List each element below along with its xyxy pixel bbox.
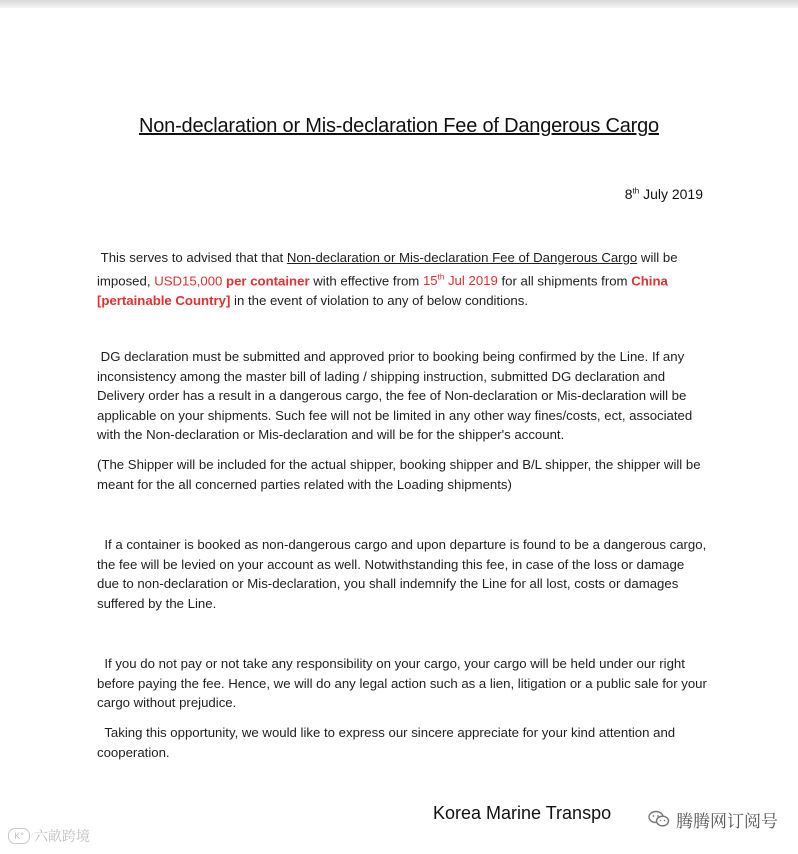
paragraph-fee-announcement bbox=[97, 248, 707, 310]
para4-text: If a container is booked as non-dangerous cargo and upon departure is found to be a dangerous cargo, the fee will be levied on your account as well. Notwithstanding this fee, in case of the loss or damage due to non-declaration or Mis-declaration, you shall indemnify the Line for all lost, costs or damages suffered by the Line. bbox=[97, 537, 707, 611]
document-title: Non-declaration or Mis-declaration Fee of Dangerous Cargo bbox=[139, 115, 659, 137]
para1-tail: in the event of violation to any of below conditions. bbox=[230, 292, 528, 308]
paragraph-dg-declaration bbox=[97, 347, 707, 445]
para1-effective-date bbox=[423, 273, 498, 288]
date-suffix: th bbox=[632, 186, 640, 196]
para6-text: Taking this opportunity, we would like to express our sincere appreciate for your kind attention and cooperation. bbox=[97, 725, 676, 760]
para1-for-all: for all shipments from bbox=[497, 272, 632, 288]
date-day: 8 bbox=[624, 186, 633, 202]
wechat-icon bbox=[648, 810, 670, 828]
signature-company: Korea Marine Transpo bbox=[433, 803, 612, 823]
watermark-right bbox=[648, 806, 778, 832]
paragraph-nonpayment bbox=[97, 654, 707, 713]
para1-will-be: will be imposed, bbox=[97, 250, 678, 288]
para1-per-container: per container bbox=[222, 272, 310, 288]
watermark-left bbox=[8, 826, 90, 846]
para1-eff-day: 15 bbox=[422, 272, 438, 288]
document-date bbox=[625, 186, 703, 202]
para1-intro: This serves to advised that that bbox=[100, 250, 287, 265]
date-rest: July 2019 bbox=[643, 186, 703, 202]
paragraph-shipper-definition: (The Shipper will be included for the actual shipper, booking shipper and B/L shipper, the shipper will be meant for the all concerned parties related with the Loading shipments) bbox=[97, 457, 701, 492]
watermark-right-text: 腾腾网订阅号 bbox=[676, 811, 778, 831]
para2-text: DG declaration must be submitted and approved prior to booking being confirmed by the Line. If any inconsistency among the master bill of lading / shipping instruction, submitted DG declaration and Delivery order has a result in a dangerous cargo, the fee of Non-declaration or Mis-declaration will be applicable on your shipments. Such fee will not be limited in any other way fines/costs, ect, associated with the Non-declaration or Mis-declaration and will be for the shipper's account. bbox=[97, 349, 693, 443]
paragraph-closing bbox=[97, 723, 707, 762]
para5-text: If you do not pay or not take any responsibility on your cargo, your cargo will be held under our right before paying the fee. Hence, we will do any legal action such as a lien, litigation or a public sale for your cargo without prejudice. bbox=[97, 656, 707, 711]
paragraph-non-dangerous-booking bbox=[97, 535, 707, 613]
para1-eff-suffix: th bbox=[437, 272, 445, 282]
para1-fee-name: Non-declaration or Mis-declaration Fee of Dangerous Cargo bbox=[286, 250, 638, 265]
para1-effective: with effective from bbox=[309, 272, 423, 288]
para1-amount: USD15,000 bbox=[154, 272, 223, 288]
para1-country: China [pertainable Country] bbox=[97, 272, 668, 308]
watermark-logo-icon: K° bbox=[8, 828, 30, 844]
watermark-left-text: 六畝跨境 bbox=[34, 828, 90, 844]
para1-eff-rest: Jul 2019 bbox=[444, 272, 498, 288]
